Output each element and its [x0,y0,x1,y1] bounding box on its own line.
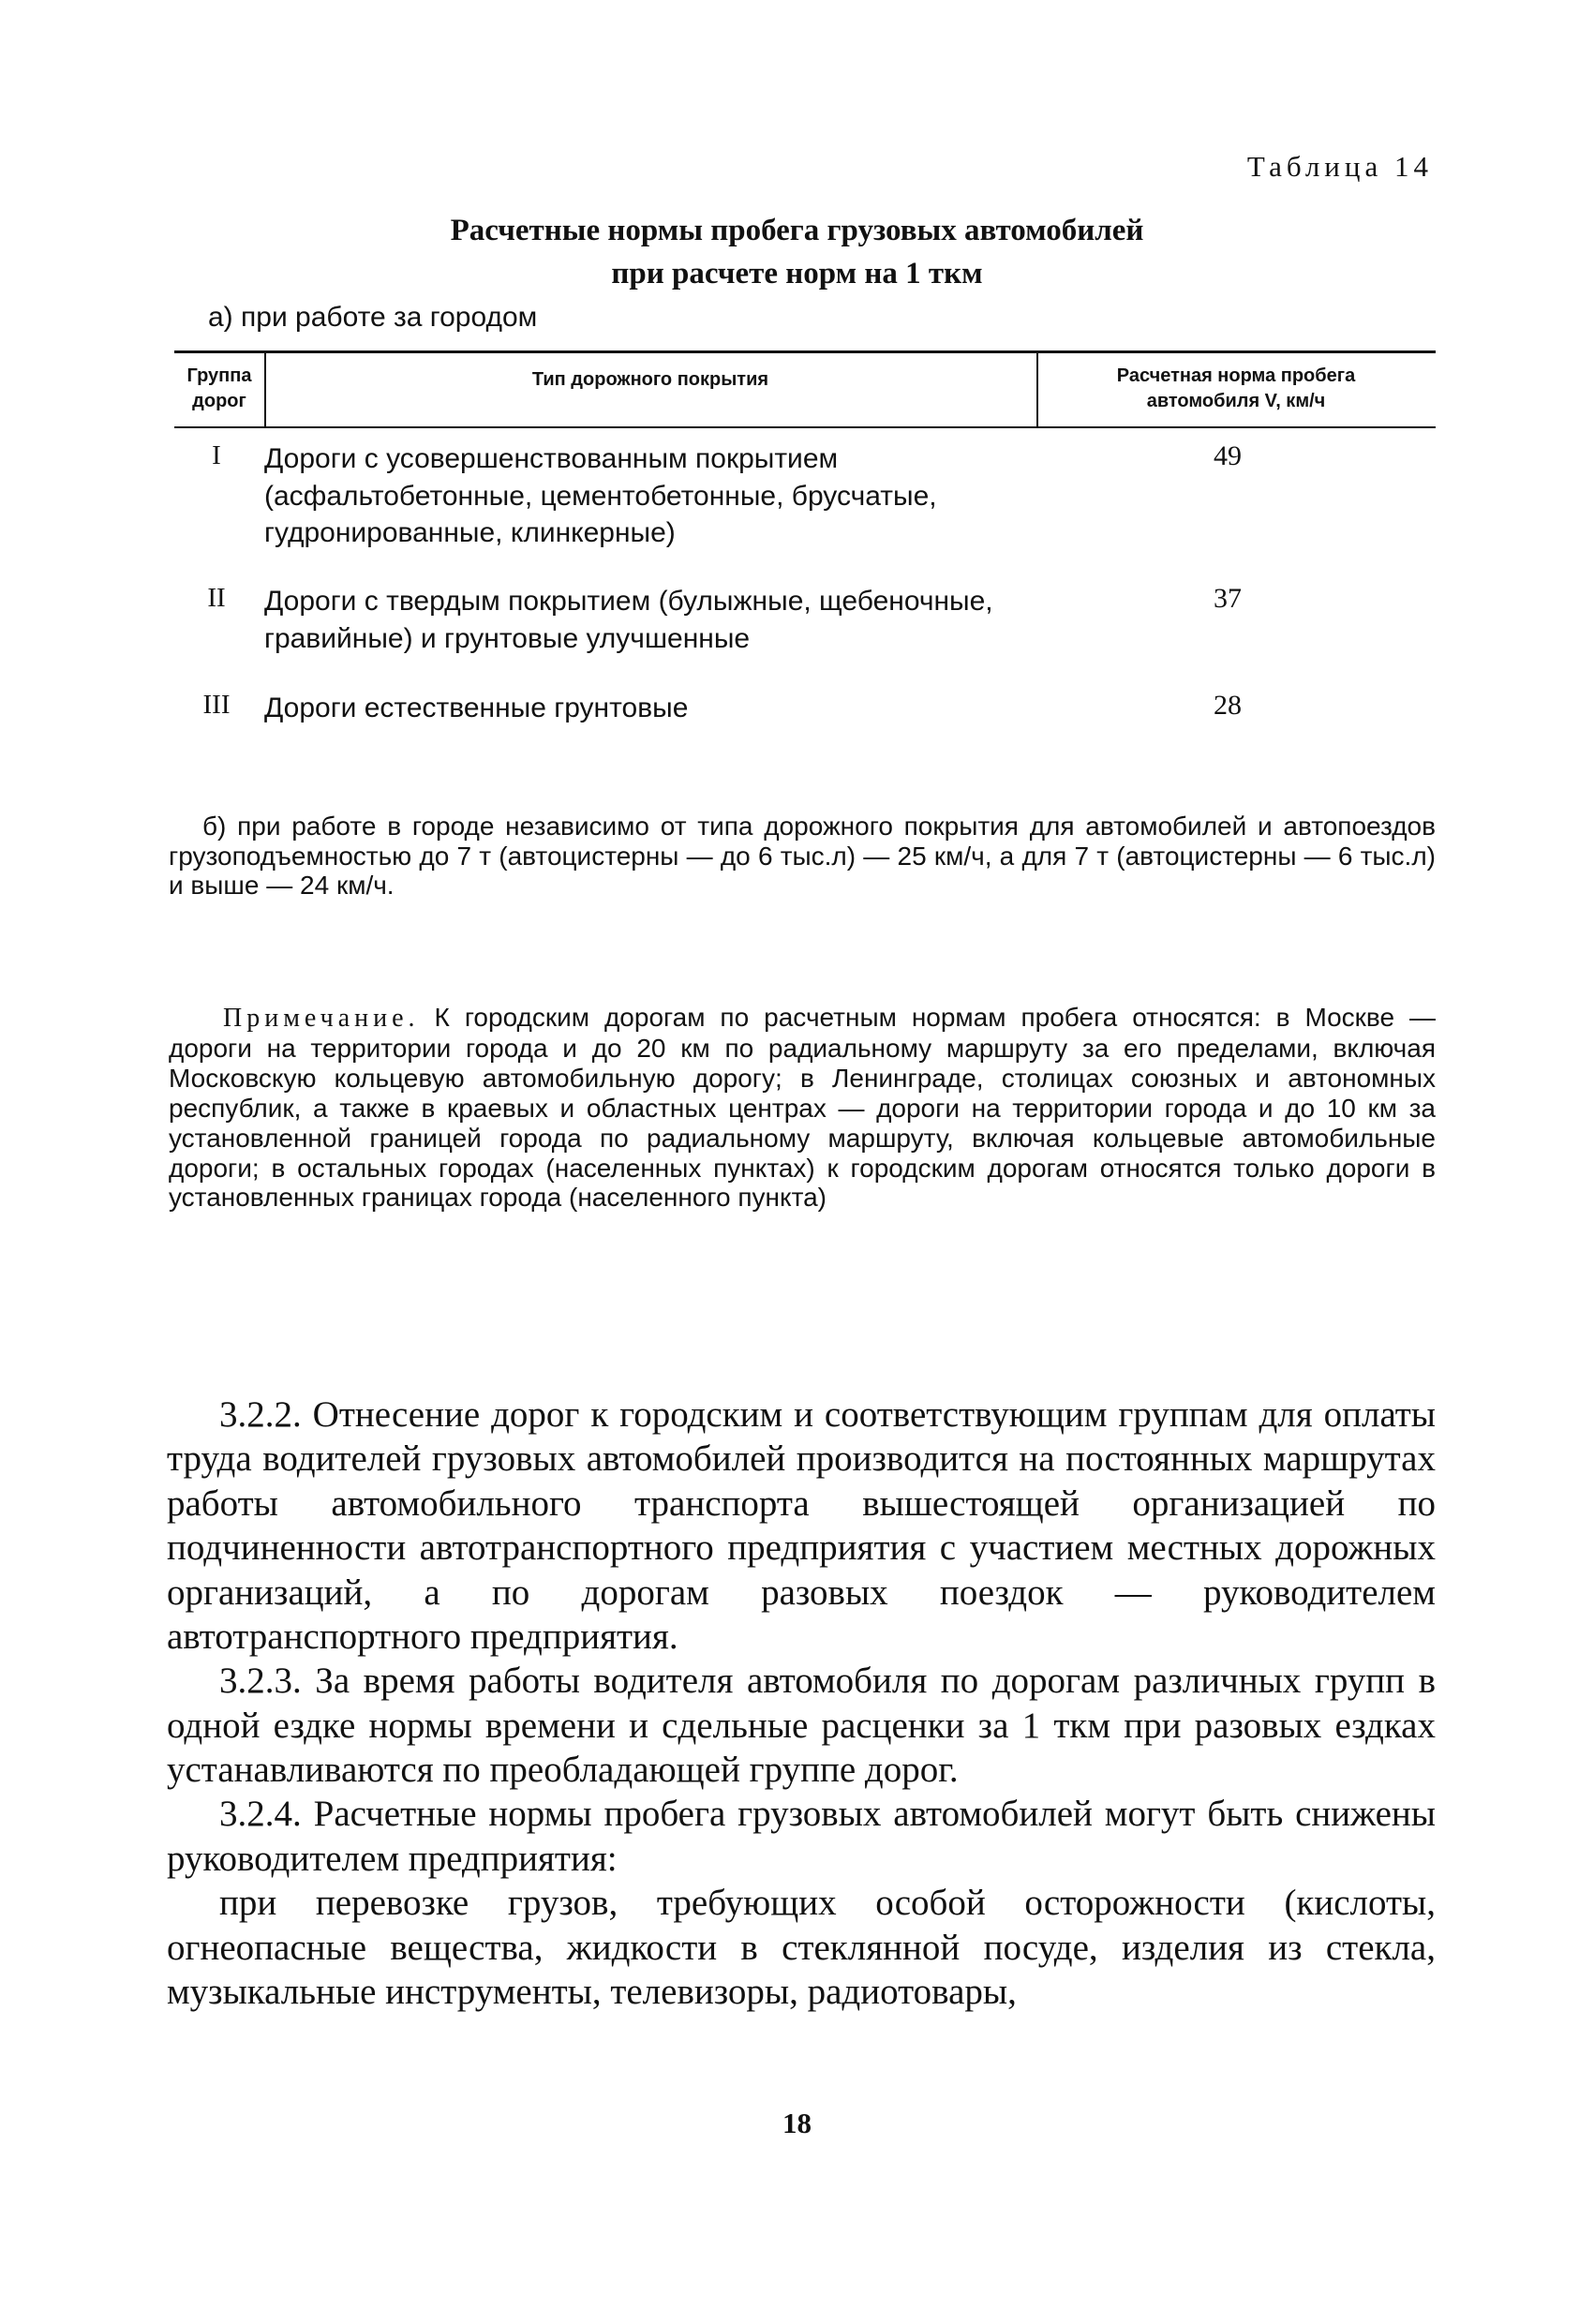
header-norm-line1: Расчетная норма пробега [1116,365,1356,386]
header-group-line1: Группа [186,365,252,386]
paragraph-3-2-4: 3.2.4. Расчетные нормы пробега грузовых автомобилей могут быть снижены руководителем предприятия: [167,1794,1436,1879]
header-type: Тип дорожного покрытия [531,369,769,390]
row-1-type: Дороги с усовершенствованным покрытием (асфальтобетонные, цементобетонные, брусчатые, гудронированные, клинкерные) [264,443,937,549]
paragraph-3-2-3: 3.2.3. За время работы водителя автомобиля по дорогам различных групп в одной ездке нормы времени и сдельные расценки за 1 ткм при разовых ездках устанавливаются по преобладающей группе дорог. [167,1661,1436,1790]
page-number: 18 [782,2107,812,2139]
note-text: К городским дорогам по расчетным нормам пробега относятся: в Москве — дороги на территории города и до 20 км по радиальному маршруту за его пределами, включая Московскую кольцевую автомобильную дорогу; в Ленинграде, столицах союзных и автономных республик, а также в краевых и областных центрах — дороги на территории города и до 10 км за установленной границей города по радиальному маршруту, включая кольцевые автомобильные дороги; в остальных городах (населенных пунктах) к городским дорогам относятся только дороги в установленных границах города (населенного пункта) [169,1003,1437,1213]
row-3-type: Дороги естественные грунтовые [264,693,689,723]
row-1-value: 49 [1214,440,1242,471]
table-label: Таблица 14 [1246,150,1433,183]
row-1-group: I [212,440,221,470]
row-3-group: III [202,690,231,720]
header-norm [1036,364,1436,414]
note-label: Примечание. [223,1004,420,1033]
table-top-rule [174,350,1436,353]
table-title-line1: Расчетные нормы пробега грузовых автомобилей [450,214,1144,247]
main-text [167,1393,1436,2014]
note-paragraph [169,1003,1436,1213]
paragraph-3-2-2: 3.2.2. Отнесение дорог к городским и соответствующим группам для оплаты труда водителей грузовых автомобилей производится на постоянных маршрутах работы автомобильного транспорта вышестоящей организацией по подчиненности автотранспортного предприятия с участием местных дорожных организаций, а по дорогам разовых поездок — руководителем автотранспортного предприятия. [167,1394,1436,1657]
paragraph-fragile-cargo: при перевозке грузов, требующих особой осторожности (кислоты, огнеопасные вещества, жидкости в стеклянной посуде, изделия из стекла, музыкальные инструменты, телевизоры, радиотовары, [167,1883,1436,2012]
table-title-line2: при расчете норм на 1 ткм [611,257,983,290]
row-3-value: 28 [1214,690,1242,721]
header-group [174,364,264,414]
table-header-rule [174,426,1436,428]
header-norm-line2: автомобиля V, км/ч [1146,391,1326,411]
header-group-line2: дорог [192,391,246,411]
row-2-type: Дороги с твердым покрытием (булыжные, щебеночные, гравийные) и грунтовые улучшенные [264,586,993,654]
row-2-group: II [207,583,226,613]
row-2-value: 37 [1214,583,1242,614]
paragraph-in-city: б) при работе в городе независимо от типа дорожного покрытия для автомобилей и автопоездов грузоподъемностью до 7 т (автоцистерны — до 6 тыс.л) — 25 км/ч, а для 7 т (автоцистерны — 6 тыс.л) и выше — 24 км/ч. [169,812,1436,901]
subtitle-outside-city: а) при работе за городом [208,302,538,333]
